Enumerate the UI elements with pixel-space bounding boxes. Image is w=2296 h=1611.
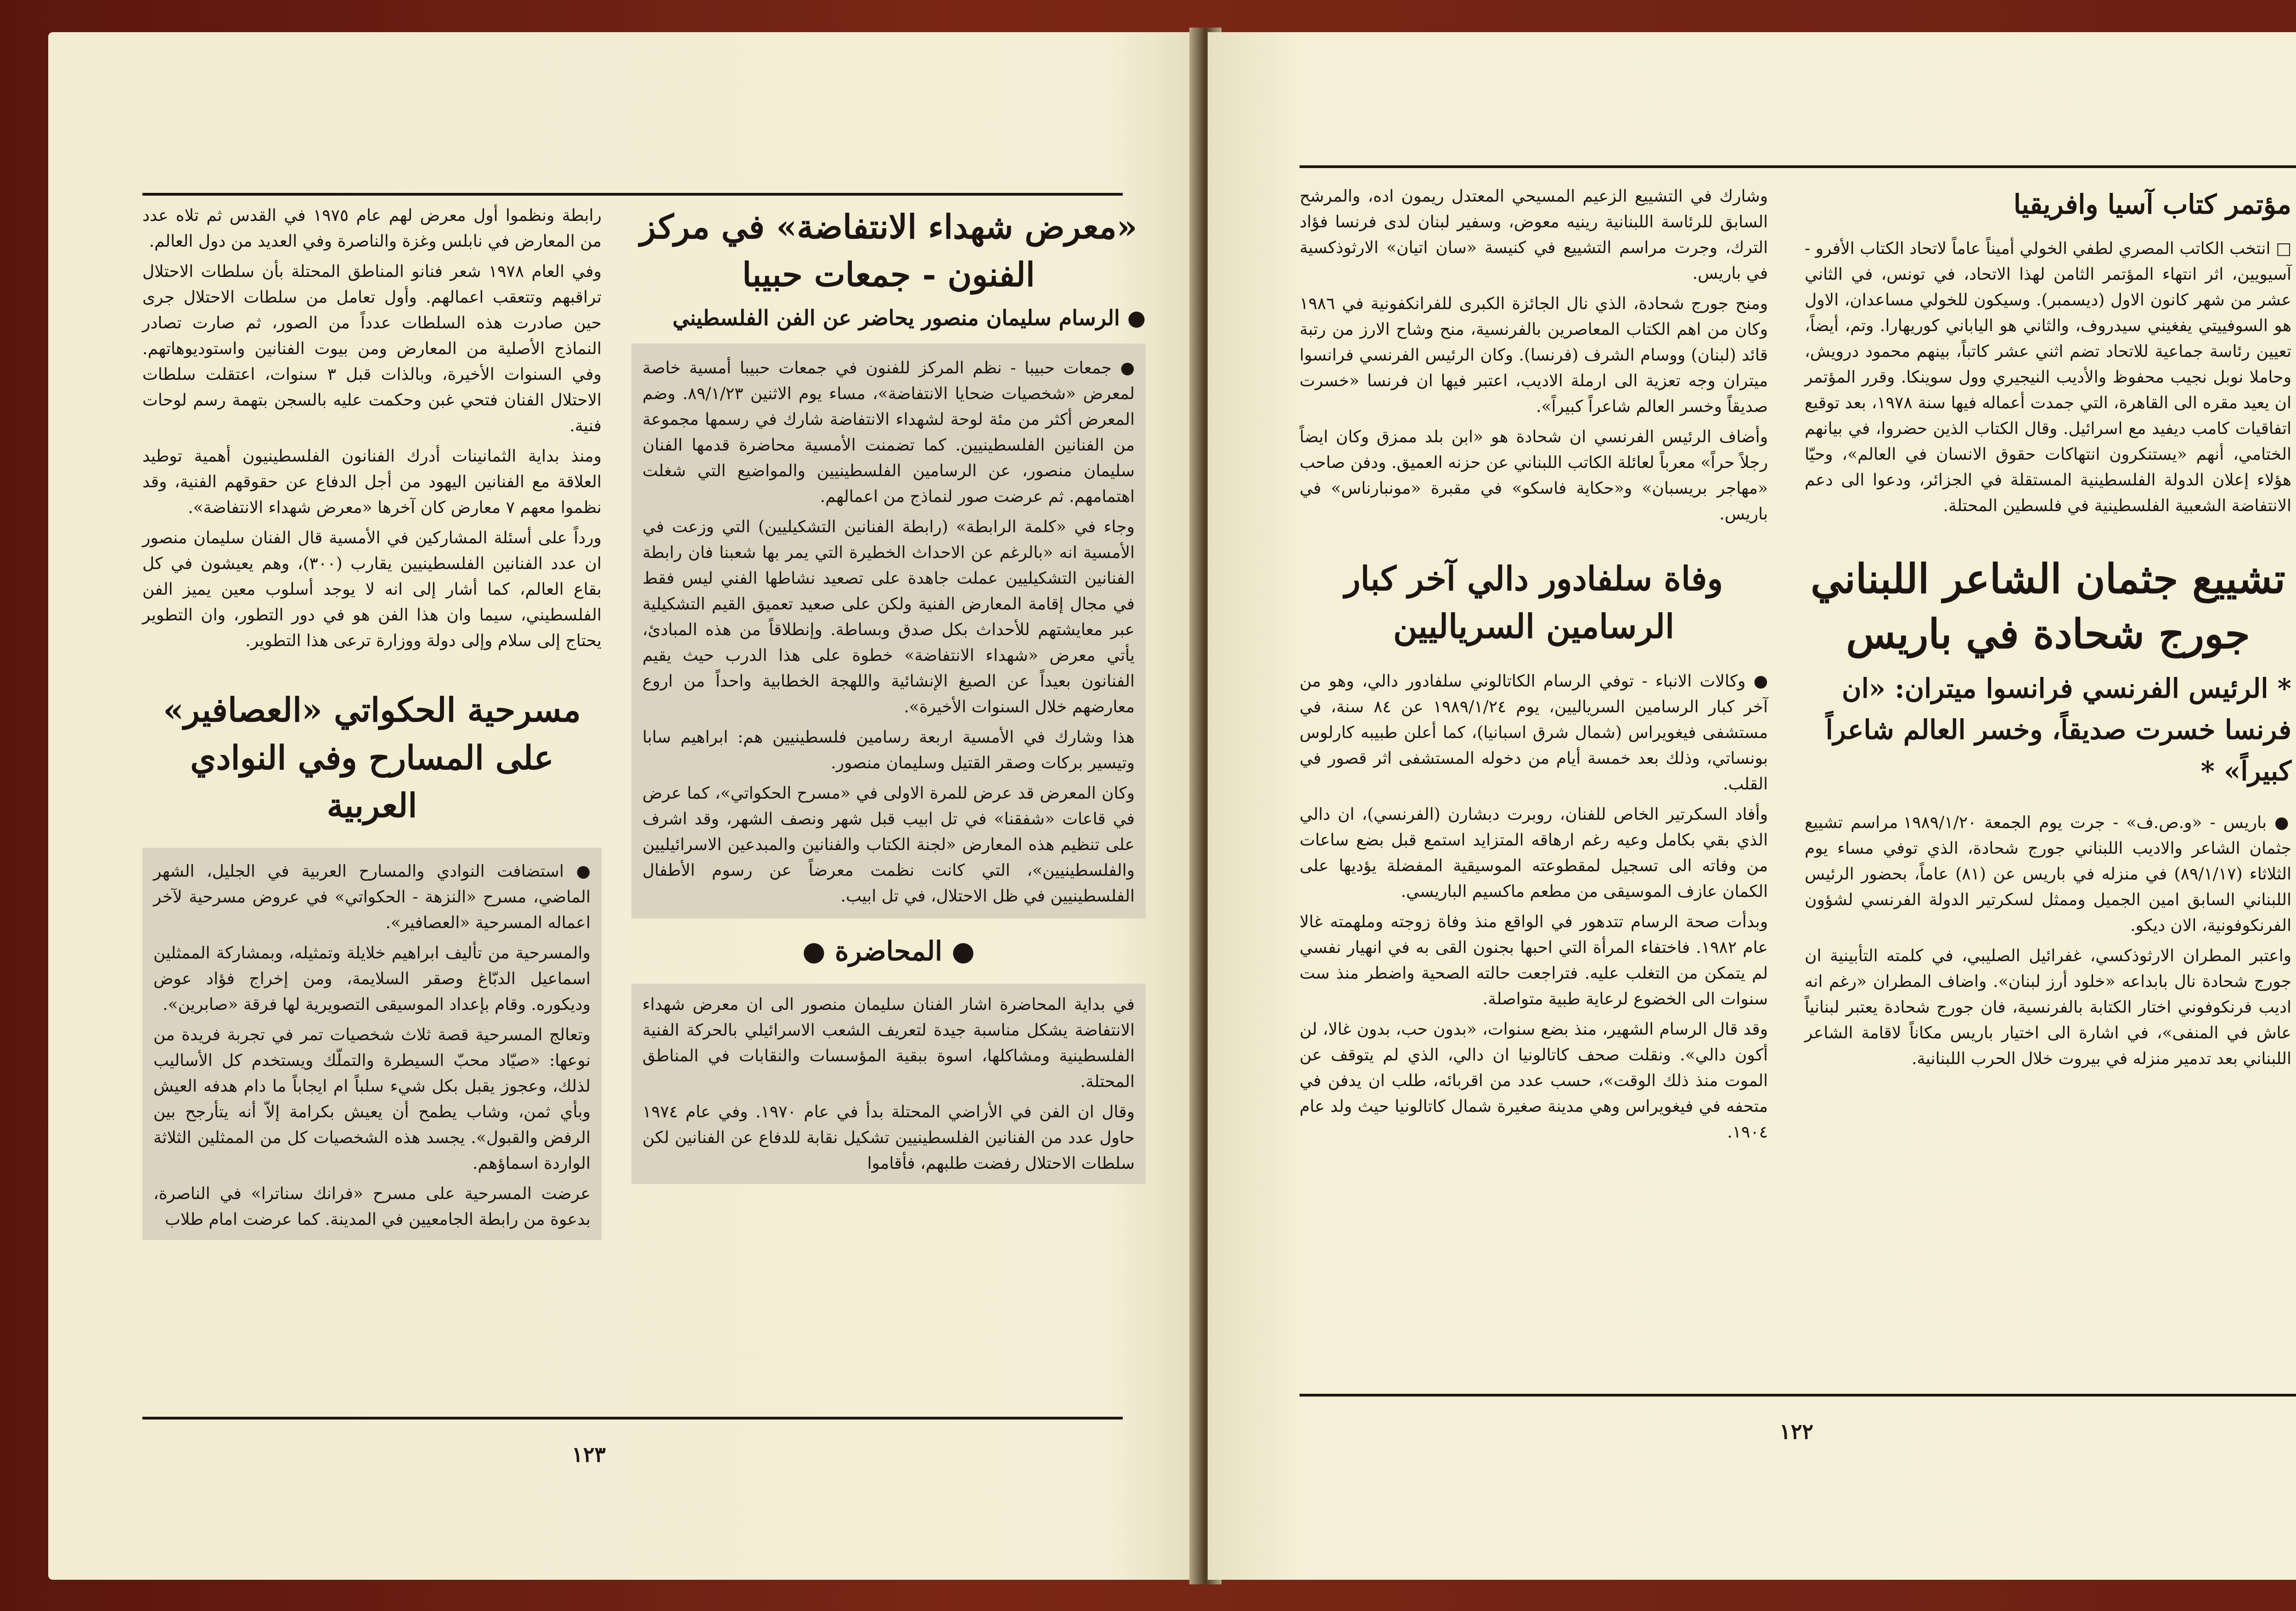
continuation-paragraph: ورداً على أسئلة المشاركين في الأمسية قال الفنان سليمان منصور ان عدد الفنانين الفلسطينيين يقارب (٣٠٠)، وهم يعيشون في كل بقاع العالم، كما أشار إلى انه لا يوجد أسلوب معين يميز الفن الفلسطيني، سيما وان هذا الفن هو في دور التطور، وان التطوير يحتاج إلى سلام وإلى دولة ووزارة ترعى هذا التطوير. bbox=[142, 529, 602, 650]
top-rule bbox=[142, 193, 1123, 196]
lecture-shaded-box bbox=[631, 984, 1146, 1184]
funeral-paragraph: ومنح جورج شحادة، الذي نال الجائزة الكبرى للفرانكفونية في ١٩٨٦ وكان من اهم الكتاب المعاصرين بالفرنسية، منح وشاح الارز من رتبة قائد (لبنان) ووسام الشرف (فرنسا). وكان الرئيس الفرنسي فرانسوا ميتران وجه تعزية الى ارملة الاديب، اعتبر فيها ان فرنسا «خسرت صديقاً وخسر العالم شاعراً كبيراً». bbox=[1300, 294, 1768, 416]
theatre-shaded-box bbox=[142, 848, 602, 1240]
dali-paragraph: وقد قال الرسام الشهير، منذ بضع سنوات، «بدون حب، بدون غالا، لن أكون دالي». ونقلت صحف كاتالونيا ان دالي، الذي لم يتوقف عن الموت منذ ذلك الوقت»، حسب عدد من اقربائه، طلب ان يدفن في متحفه في فيغويراس وهي مدينة صغيرة شمال كاتالونيا حيث ولد عام ١٩٠٤. bbox=[1300, 1020, 1768, 1142]
dali-column bbox=[1300, 184, 1768, 1378]
exhibition-paragraph: ● جمعات حبيبا - نظم المركز للفنون في جمعات حبيبا أمسية خاصة لمعرض «شخصيات ضحايا الانتفاضة»، مساء يوم الاثنين ٨٩/١/٢٣. وضم المعرض أكثر من مئة لوحة لشهداء الانتفاضة شارك في رسمها مجموعة من الفنانين الفلسطينيين. كما تضمنت الأمسية محاضرة قدمها الفنان سليمان منصور، عن الرسامين الفلسطينيين والمواضيع التي شغلت اهتمامهم. ثم عرضت صور لنماذج من اعمالهم. bbox=[642, 359, 1135, 506]
dali-paragraph: وأفاد السكرتير الخاص للفنان، روبرت دبشارن (الفرنسي)، ان دالي الذي بقي بكامل وعيه رغم ارهاقه المتزايد استمع قبل بضع ساعات من وفاته الى تسجيل لمقطوعته الموسيقية المفضلة يؤديها على الكمان عازف الموسيقى من مطعم ماكسيم الباريسي. bbox=[1300, 805, 1768, 901]
page-number: ١٢٢ bbox=[1779, 1419, 1814, 1444]
dali-title: وفاة سلفادور دالي آخر كبار الرسامين السرياليين bbox=[1344, 559, 1723, 646]
conference-paragraph: □ انتخب الكاتب المصري لطفي الخولي أميناً عاماً لاتحاد الكتاب الأفرو - آسيويين، اثر انتهاء المؤتمر الثامن لهذا الاتحاد، في تونس، في الثاني عشر من شهر كانون الاول (ديسمبر). وسيكون للخولي مساعدان، الاول هو السوفييتي يفغيني سيدروف، والثاني هو الياباني كوريهارا. وتم، أيضاً، تعيين رئاسة جماعية للاتحاد تضم اثني عشر كاتباً، بينهم محمود درويش، وحاملا نوبل نجيب محفوظ والأديب النيجيري وول سوينكا. وقرر المؤتمر ان يعيد مقره الى القاهرة، التي جمدت أعماله فيها سنة ١٩٧٨، بعد توقيع اتفاقيات كامب ديفيد مع اسرائيل. وقال الكتاب الذين حضروا، في بيانهم الختامي، أنهم «يستنكرون انتهاكات حقوق الانسان في العالم»، وحيّا هؤلاء إعلان الدولة الفلسطينية المستقلة في الجزائر، ودعوا الى دعم الانتفاضة الشعبية الفلسطينية في فلسطين المحتلة. bbox=[1805, 239, 2291, 515]
funeral-title: تشييع جثمان الشاعر اللبناني جورج شحادة في باريس bbox=[1811, 555, 2285, 658]
dali-paragraph: وبدأت صحة الرسام تتدهور في الواقع منذ وفاة زوجته وملهمته غالا عام ١٩٨٢. فاختفاء المرأة التي احبها بجنون القى به في انهيار نفسي لم يتمكن من التغلب عليه. فتراجعت حالته الصحية واضطر منذ ست سنوات الى الخضوع لرعاية طبية متواصلة. bbox=[1300, 913, 1768, 1008]
continuation-paragraph: ومنذ بداية الثمانينات أدرك الفنانون الفلسطينيون أهمية توطيد العلاقة مع الفنانين اليهود من أجل الدفاع عن حقوقهم الفنية، وقد نظموا معهم ٧ معارض كان آخرها «معرض شهداء الانتفاضة». bbox=[142, 447, 602, 517]
funeral-paragraph: ● باريس - «و.ص.ف» - جرت يوم الجمعة ١٩٨٩/١/٢٠ مراسم تشييع جثمان الشاعر والاديب اللبناني جورج شحادة، الذي توفي مساء يوم الثلاثاء (٨٩/١/١٧) في منزله في باريس عن (٨١) عاماً، بحضور الرئيس اللبناني السابق امين الجميل وممثل لسكرتير الدولة الفرنسي لشؤون الفرنكوفونية، الان ديكو. bbox=[1805, 813, 2291, 935]
left-page bbox=[48, 32, 1203, 1580]
exhibition-paragraph: وكان المعرض قد عرض للمرة الاولى في «مسرح الحكواتي»، كما عرض في قاعات «شفقنا» في تل ابيب قبل شهر ونصف الشهر، وقد اشرف على تنظيم هذه المعارض «لجنة الكتاب والفنانين والمبدعين الاسرائيليين والفلسطينيين»، التي كانت نظمت معرضاً عن رسوم الأطفال الفلسطينيين في ظل الاحتلال، في تل ابيب. bbox=[642, 784, 1135, 906]
theatre-paragraph: وتعالج المسرحية قصة ثلاث شخصيات تمر في تجربة فريدة من نوعها: «صيّاد محبّ السيطرة والتملّك ويستخدم كل الأساليب لذلك، وعجوز يقبل بكل شيء سلباً ام ايجاباً ما دام هدفه العيش وبأي ثمن، وشاب يطمح أن يعيش بكرامة إلاّ أنه يتأرجح بين الرفض والقبول». يجسد هذه الشخصيات كل من الممثلين الثلاثة الواردة اسماؤهم. bbox=[153, 1025, 591, 1173]
theatre-title: مسرحية الحكواتي «العصافير» على المسارح وفي النوادي العربية bbox=[163, 690, 581, 825]
theatre-paragraph: ● استضافت النوادي والمسارح العربية في الجليل، الشهر الماضي، مسرح «النزهة - الحكواتي» في عروض مسرحية لآخر اعماله المسرحية «العصافير». bbox=[153, 862, 591, 932]
bottom-rule bbox=[142, 1417, 1123, 1419]
funeral-subtitle: * الرئيس الفرنسي فرانسوا ميتران: «ان فرنسا خسرت صديقاً، وخسر العالم شاعراً كبيراً» * bbox=[1825, 673, 2291, 787]
continuation-paragraph: وفي العام ١٩٧٨ شعر فنانو المناطق المحتلة بأن سلطات الاحتلال تراقبهم وتتعقب اعمالهم. وأول تعامل من سلطات الاحتلال جرى حين صادرت هذه السلطات عدداً من الصور، ثم صارت تصادر النماذج الأصلية من المعارض ومن بيوت الفنانين واستوديوهاتهم. وفي السنوات الأخيرة، وبالذات قبل ٣ سنوات، اعتقلت سلطات الاحتلال الفنان فتحي غبن وحكمت عليه بالسجن بتهمة رسم لوحات فنية. bbox=[142, 262, 602, 435]
lecture-paragraph: في بداية المحاضرة اشار الفنان سليمان منصور الى ان معرض شهداء الانتفاضة يشكل مناسبة جيدة لتعريف الشعب الاسرائيلي بالحركة الفنية الفلسطينية ومشاكلها، اسوة ببقية المؤسسات والنقابات في المناطق المحتلة. bbox=[642, 995, 1135, 1091]
exhibition-shaded-box bbox=[631, 344, 1146, 918]
dali-paragraph: ● وكالات الانباء - توفي الرسام الكاتالوني سلفادور دالي، وهو من آخر كبار الرسامين السرياليين، يوم ١٩٨٩/١/٢٤ عن ٨٤ سنة، في مستشفى فيغويراس (شمال شرق اسبانيا)، كما أعلن طبيبه كارلوس بونساتي، وذلك بعد خمسة أيام من دخوله المستشفى اثر قصور في القلب. bbox=[1300, 672, 1768, 794]
conference-column bbox=[1805, 184, 2291, 1378]
exhibition-column bbox=[631, 203, 1146, 1406]
continuation-column bbox=[142, 203, 602, 1406]
lecture-paragraph: وقال ان الفن في الأراضي المحتلة بدأ في عام ١٩٧٠. وفي عام ١٩٧٤ حاول عدد من الفنانين الفلسطينيين تشكيل نقابة للدفاع عن الفنانين لكن سلطات الاحتلال رفضت طلبهم، فأقاموا bbox=[642, 1103, 1135, 1173]
page-number: ١٢٣ bbox=[572, 1442, 606, 1467]
continuation-paragraph: رابطة ونظموا أول معرض لهم عام ١٩٧٥ في القدس ثم تلاه عدد من المعارض في نابلس وغزة والناصرة وفي العديد من دول العالم. bbox=[142, 206, 602, 251]
conference-title: مؤتمر كتاب آسيا وافريقيا bbox=[2013, 189, 2291, 220]
exhibition-paragraph: هذا وشارك في الأمسية اربعة رسامين فلسطينيين هم: ابراهيم سابا وتيسير بركات وصقر القتيل وسليمان منصور. bbox=[642, 728, 1135, 772]
funeral-paragraph: واعتبر المطران الارثوذكسي، غفرائيل الصليبي، في كلمته التأبينية ان جورج شحادة نال بابداعه «خلود أرز لبنان». واضاف المطران «رغم انه اديب فرنكوفوني اختار الكتابة بالفرنسية، فان جورج شحادة يعتبر لبنانياً عاش في المنفى»، في اشارة الى اختيار باريس مكاناً لاقامة الشاعر اللبناني بعد تدمير منزله في بيروت خلال الحرب اللبنانية. bbox=[1805, 946, 2291, 1068]
exhibition-title: «معرض شهداء الانتفاضة» في مركز الفنون - جمعات حبيبا bbox=[640, 207, 1137, 294]
theatre-paragraph: والمسرحية من تأليف ابراهيم خلايلة وتمثيله، وبمشاركة الممثلين اسماعيل الدبّاغ وصقر السلايمة، ومن إخراج فؤاد عوض وديكوره. وقام بإعداد الموسيقى التصويرية لها فرقة «صابرين». bbox=[153, 944, 591, 1014]
top-rule bbox=[1300, 165, 2296, 168]
lecture-heading: ● المحاضرة ● bbox=[802, 935, 975, 967]
theatre-paragraph: عرضت المسرحية على مسرح «فرانك سناترا» في الناصرة، بدعوة من رابطة الجامعيين في المدينة. كما عرضت امام طلاب bbox=[153, 1184, 591, 1229]
funeral-paragraph: وأضاف الرئيس الفرنسي ان شحادة هو «ابن بلد ممزق وكان ايضاً رجلاً حراً» معرباً لعائلة الكاتب اللبناني عن حزنه العميق. ودفن صاحب «مهاجر بريسبان» و«حكاية فاسكو» في مقبرة «مونبارناس» في باريس. bbox=[1300, 428, 1768, 524]
right-page bbox=[1208, 32, 2296, 1580]
exhibition-subtitle: ● الرسام سليمان منصور يحاضر عن الفن الفلسطيني bbox=[672, 305, 1146, 330]
exhibition-paragraph: وجاء في «كلمة الرابطة» (رابطة الفنانين التشكيليين) التي وزعت في الأمسية انه «بالرغم عن الاحداث الخطيرة التي يمر بها شعبنا فان رابطة الفنانين التشكيليين عملت جاهدة على تصعيد نشاطها الفني ليس فقط في مجال إقامة المعارض الفنية ولكن على صعيد تعميق القيم التشكيلية عبر معايشتهم للأحداث بكل صدق وبساطة. وإنطلاقاً من هذه المبادئ، يأتي معرض «شهداء الانتفاضة» خطوة على هذا الدرب حيث يقيم الفنانون بعيداً عن الصيغ الإنشائية واللهجة الخطابية واحداً من اروع معارضهم خلال السنوات الأخيرة». bbox=[642, 518, 1135, 716]
funeral-paragraph: وشارك في التشييع الزعيم المسيحي المعتدل ريمون اده، والمرشح السابق للرئاسة اللبنانية رينيه معوض، وسفير لبنان لدى فرنسا فؤاد الترك، وجرت مراسم التشييع في كنيسة «سان اتيان» الارثوذكسية في باريس. bbox=[1300, 187, 1768, 283]
bottom-rule bbox=[1300, 1394, 2296, 1397]
